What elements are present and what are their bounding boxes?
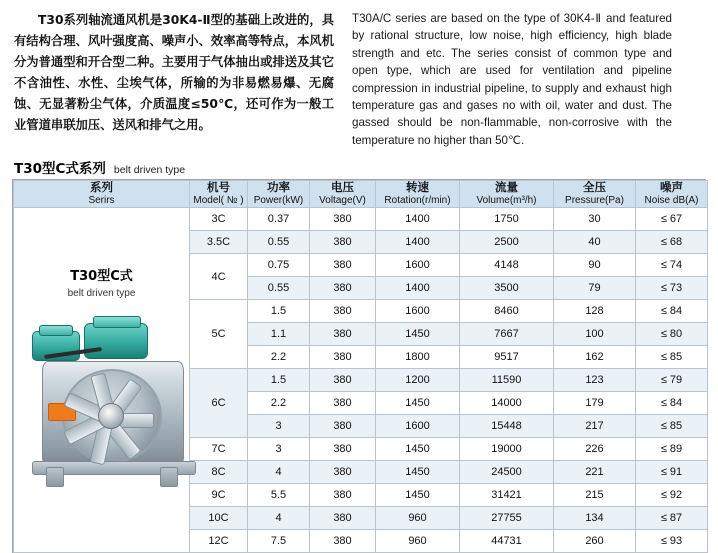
cell-rotation: 1800 xyxy=(376,346,460,369)
table-row xyxy=(14,208,708,231)
cell-volume: 11590 xyxy=(460,369,554,392)
cell-rotation: 1450 xyxy=(376,392,460,415)
cell-voltage: 380 xyxy=(310,323,376,346)
cell-noise: ≤ 85 xyxy=(636,346,708,369)
section-title-cn: T30型C式系列 xyxy=(14,161,106,178)
column-header-cn: 系列 xyxy=(90,180,113,195)
cell-volume: 3500 xyxy=(460,277,554,300)
cell-power: 1.5 xyxy=(248,300,310,323)
column-header-7 xyxy=(636,181,708,208)
cell-volume: 24500 xyxy=(460,461,554,484)
cell-pressure: 79 xyxy=(554,277,636,300)
cell-pressure: 226 xyxy=(554,438,636,461)
cell-pressure: 221 xyxy=(554,461,636,484)
column-header-3 xyxy=(310,181,376,208)
fan-leg-right xyxy=(160,467,178,487)
cell-power: 3 xyxy=(248,438,310,461)
cell-voltage: 380 xyxy=(310,392,376,415)
cell-power: 1.5 xyxy=(248,369,310,392)
cell-voltage: 380 xyxy=(310,254,376,277)
cell-volume: 2500 xyxy=(460,231,554,254)
spec-table-wrapper xyxy=(12,179,706,553)
cell-power: 0.37 xyxy=(248,208,310,231)
cell-volume: 44731 xyxy=(460,530,554,553)
column-header-en: Serirs xyxy=(88,195,115,207)
column-header-en: Power(kW) xyxy=(253,195,304,207)
cell-pressure: 215 xyxy=(554,484,636,507)
cell-model: 10C xyxy=(190,507,248,530)
series-illustration-cell xyxy=(14,208,190,553)
cell-pressure: 162 xyxy=(554,346,636,369)
cell-power: 0.55 xyxy=(248,231,310,254)
cell-pressure: 134 xyxy=(554,507,636,530)
cell-voltage: 380 xyxy=(310,277,376,300)
cell-pressure: 128 xyxy=(554,300,636,323)
column-header-cn: 机号 xyxy=(207,180,230,195)
section-title-en: belt driven type xyxy=(113,164,186,177)
cell-noise: ≤ 73 xyxy=(636,277,708,300)
cell-voltage: 380 xyxy=(310,484,376,507)
column-header-6 xyxy=(554,181,636,208)
cell-rotation: 960 xyxy=(376,530,460,553)
column-header-cn: 全压 xyxy=(583,180,606,195)
cell-pressure: 179 xyxy=(554,392,636,415)
cell-pressure: 217 xyxy=(554,415,636,438)
cell-volume: 7667 xyxy=(460,323,554,346)
spec-table xyxy=(13,180,708,553)
cell-volume: 31421 xyxy=(460,484,554,507)
intro-english-column xyxy=(352,10,672,149)
cell-power: 3 xyxy=(248,415,310,438)
cell-pressure: 90 xyxy=(554,254,636,277)
column-header-cn: 噪声 xyxy=(660,180,683,195)
cell-pressure: 123 xyxy=(554,369,636,392)
cell-noise: ≤ 92 xyxy=(636,484,708,507)
series-subtitle: belt driven type xyxy=(67,288,136,300)
column-header-1 xyxy=(190,181,248,208)
cell-model: 12C xyxy=(190,530,248,553)
cell-pressure: 40 xyxy=(554,231,636,254)
cell-voltage: 380 xyxy=(310,438,376,461)
cell-model: 3.5C xyxy=(190,231,248,254)
cell-voltage: 380 xyxy=(310,530,376,553)
cell-noise: ≤ 79 xyxy=(636,369,708,392)
cell-noise: ≤ 74 xyxy=(636,254,708,277)
cell-noise: ≤ 67 xyxy=(636,208,708,231)
cell-rotation: 1450 xyxy=(376,484,460,507)
cell-volume: 4148 xyxy=(460,254,554,277)
column-header-4 xyxy=(376,181,460,208)
axial-fan-belt-driven-illustration xyxy=(14,305,214,501)
cell-power: 5.5 xyxy=(248,484,310,507)
cell-voltage: 380 xyxy=(310,461,376,484)
column-header-cn: 转速 xyxy=(406,180,429,195)
cell-volume: 9517 xyxy=(460,346,554,369)
cell-volume: 15448 xyxy=(460,415,554,438)
column-header-cn: 功率 xyxy=(267,180,290,195)
cell-voltage: 380 xyxy=(310,300,376,323)
cell-voltage: 380 xyxy=(310,415,376,438)
cell-volume: 19000 xyxy=(460,438,554,461)
cell-noise: ≤ 85 xyxy=(636,415,708,438)
cell-noise: ≤ 87 xyxy=(636,507,708,530)
cell-model: 3C xyxy=(190,208,248,231)
cell-power: 7.5 xyxy=(248,530,310,553)
cell-noise: ≤ 84 xyxy=(636,300,708,323)
cell-voltage: 380 xyxy=(310,208,376,231)
cell-volume: 1750 xyxy=(460,208,554,231)
cell-noise: ≤ 80 xyxy=(636,323,708,346)
column-header-en: Noise dB(A) xyxy=(644,195,699,207)
intro-chinese-column xyxy=(14,10,334,149)
section-title xyxy=(14,157,718,177)
cell-power: 2.2 xyxy=(248,346,310,369)
cell-pressure: 30 xyxy=(554,208,636,231)
column-header-2 xyxy=(248,181,310,208)
cell-model: 7C xyxy=(190,438,248,461)
cell-power: 1.1 xyxy=(248,323,310,346)
cell-power: 2.2 xyxy=(248,392,310,415)
cell-model: 4C xyxy=(190,254,248,300)
cell-noise: ≤ 91 xyxy=(636,461,708,484)
cell-rotation: 1600 xyxy=(376,300,460,323)
column-header-en: Rotation(r/min) xyxy=(384,195,451,207)
column-header-5 xyxy=(460,181,554,208)
cell-voltage: 380 xyxy=(310,507,376,530)
cell-model: 8C xyxy=(190,461,248,484)
cell-rotation: 1450 xyxy=(376,438,460,461)
cell-model: 6C xyxy=(190,369,248,438)
cell-noise: ≤ 84 xyxy=(636,392,708,415)
cell-pressure: 260 xyxy=(554,530,636,553)
cell-power: 4 xyxy=(248,507,310,530)
cell-voltage: 380 xyxy=(310,369,376,392)
cell-voltage: 380 xyxy=(310,346,376,369)
series-title: T30型C式 xyxy=(70,269,133,285)
cell-rotation: 1450 xyxy=(376,323,460,346)
header-row xyxy=(14,181,708,208)
cell-rotation: 960 xyxy=(376,507,460,530)
cell-pressure: 100 xyxy=(554,323,636,346)
cell-rotation: 1400 xyxy=(376,208,460,231)
cell-volume: 27755 xyxy=(460,507,554,530)
column-header-0 xyxy=(14,181,190,208)
column-header-en: Volume(m³/h) xyxy=(476,195,537,207)
column-header-cn: 流量 xyxy=(495,180,518,195)
cell-rotation: 1400 xyxy=(376,231,460,254)
cell-voltage: 380 xyxy=(310,231,376,254)
cell-rotation: 1400 xyxy=(376,277,460,300)
cell-rotation: 1600 xyxy=(376,254,460,277)
cell-noise: ≤ 93 xyxy=(636,530,708,553)
spec-table-head xyxy=(14,181,708,208)
cell-model: 9C xyxy=(190,484,248,507)
motor-icon xyxy=(84,323,148,359)
intro-section xyxy=(0,0,718,149)
cell-power: 0.75 xyxy=(248,254,310,277)
cell-noise: ≤ 68 xyxy=(636,231,708,254)
intro-chinese-text: T30系列轴流通风机是30K4-Ⅱ型的基础上改进的，具有结构合理、风叶强度高、噪声小、效率高等特点，本风机分为普通型和开合型二种。主要用于气体抽出或排送及其它不含油性、水性、尘埃气体，所输的为非易燃易爆、无腐蚀、无显著粉尘气体，介质温度≤50℃，还可作为一般工业管道串联加压、送风和排气之用。 xyxy=(14,13,334,132)
cell-volume: 14000 xyxy=(460,392,554,415)
spec-table-body xyxy=(14,208,708,553)
fan-leg-left xyxy=(46,467,64,487)
cell-volume: 8460 xyxy=(460,300,554,323)
column-header-en: Model( № ) xyxy=(193,195,244,207)
cell-power: 4 xyxy=(248,461,310,484)
column-header-en: Pressure(Pa) xyxy=(565,195,624,207)
column-header-en: Voltage(V) xyxy=(319,195,366,207)
cell-rotation: 1600 xyxy=(376,415,460,438)
cell-noise: ≤ 89 xyxy=(636,438,708,461)
cell-power: 0.55 xyxy=(248,277,310,300)
cell-rotation: 1450 xyxy=(376,461,460,484)
intro-english-text: T30A/C series are based on the type of 30K4-Ⅱ and featured by rational structure, low noise, high efficiency, high blade strength and etc. The series consist of common type and open type, which are used for ventilation and pipeline compression in industrial pipeline, to supply and exhaust high temperature gas and gases no with oil, water and dust. The gassed should be non-flammable, non-corrosive with the temperature no higher than 50℃. xyxy=(352,12,672,147)
cell-rotation: 1200 xyxy=(376,369,460,392)
cell-model: 5C xyxy=(190,300,248,369)
column-header-cn: 电压 xyxy=(331,180,354,195)
